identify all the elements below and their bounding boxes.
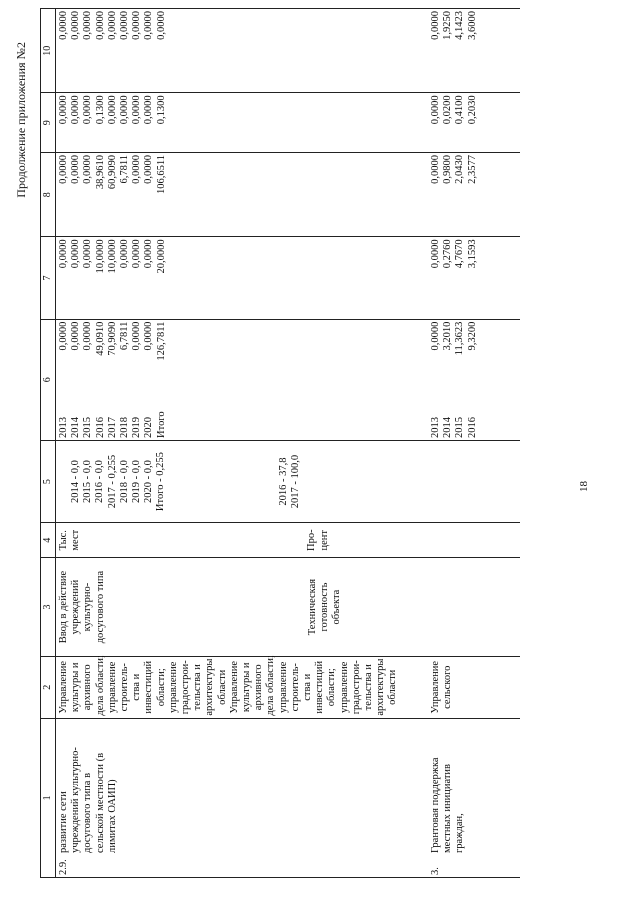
page-number: 18 — [578, 481, 590, 492]
text-line: сельской местности (в — [94, 752, 106, 853]
appendix-label: Продолжение приложения №2 — [14, 42, 28, 198]
header-cell: 1 — [41, 718, 56, 877]
indicator-cell — [428, 558, 520, 657]
text-line: области; — [155, 668, 167, 707]
header-cell: 10 — [41, 9, 56, 93]
text-line: строитель- — [119, 663, 131, 712]
text-line: 0,0000 — [119, 239, 131, 269]
text-line: Техническая — [306, 578, 318, 636]
text-line: 0,0000 — [82, 239, 94, 269]
text-line: досугового типа в — [82, 772, 94, 853]
text-line: Управление — [58, 660, 69, 714]
header-cell: 3 — [41, 558, 56, 657]
text-line: 2017 — [106, 416, 118, 438]
text-line: 0,0200 — [442, 95, 454, 125]
text-line: 2014 — [442, 416, 454, 438]
text-line: 0,0000 — [143, 11, 155, 40]
text-line: 126,7811 — [155, 321, 167, 361]
text-line: 2014 — [70, 416, 82, 438]
text-line: досугового типа — [94, 570, 106, 644]
text-line: сельского — [442, 665, 454, 709]
text-line: 2013 — [430, 416, 441, 438]
text-line: 2016 - 0,0 — [94, 460, 106, 504]
text-line: 3,6000 — [466, 11, 478, 40]
event-cell — [428, 718, 520, 877]
row-number: 3. — [430, 867, 441, 875]
text-line: 0,0000 — [106, 11, 118, 40]
text-line: градострои- — [180, 660, 192, 715]
text-line: 0,0000 — [58, 95, 69, 125]
text-line: 2018 — [119, 416, 131, 438]
text-line: 2013 — [58, 416, 69, 438]
text-line: управление — [277, 661, 289, 713]
text-line: 20,0000 — [155, 239, 167, 274]
text-line: Итого - 0,255 — [155, 452, 167, 512]
unit-cell — [56, 523, 429, 558]
text-line: Про- — [306, 529, 318, 552]
text-line: архитектуры — [375, 658, 387, 716]
text-line: 0,0000 — [70, 155, 82, 184]
year-list — [430, 390, 479, 438]
values-cell — [56, 440, 429, 522]
text-line: управление — [167, 661, 179, 713]
text-line: Ввод в действие — [58, 570, 69, 644]
col9-values — [56, 93, 429, 153]
text-line: 4,1423 — [454, 11, 466, 40]
value-list — [70, 443, 168, 520]
col8-values — [428, 153, 520, 237]
text-line: 2,0430 — [454, 155, 466, 184]
text-line: мест — [70, 529, 82, 551]
executor-text — [430, 659, 454, 716]
text-line: 106,6511 — [155, 155, 167, 195]
text-line: 0,0000 — [143, 95, 155, 125]
text-line: 2019 - 0,0 — [131, 460, 143, 504]
text-line: лимитах ОАИП) — [106, 779, 118, 853]
program-table — [40, 8, 520, 878]
col9-values — [428, 93, 520, 153]
text-line: 10,0000 — [106, 239, 118, 274]
text-line: местных инициатив — [442, 763, 454, 853]
text-line: 0,0000 — [143, 239, 155, 269]
text-line: 0,9800 — [442, 155, 454, 184]
text-line: дела области; — [94, 655, 106, 716]
unit-text — [58, 525, 82, 555]
event-text — [430, 757, 467, 853]
col7-values — [56, 237, 429, 319]
text-line: культуры и — [70, 662, 82, 713]
col6-values — [430, 322, 479, 390]
text-line: области — [216, 669, 228, 705]
text-line: объекта — [331, 589, 343, 625]
text-line: управление — [106, 661, 118, 713]
col10-values — [428, 9, 520, 93]
value-list — [278, 443, 302, 520]
text-line: 70,9090 — [106, 321, 118, 356]
header-cell: 4 — [41, 523, 56, 558]
indicator-text — [58, 560, 107, 654]
text-line: 4,7670 — [454, 239, 466, 269]
text-line: 2017 - 100,0 — [289, 454, 301, 509]
row-number: 2.9. — [58, 859, 69, 875]
text-line: 0,0000 — [131, 95, 143, 125]
text-line: архивного — [82, 664, 94, 711]
text-line: 0,0000 — [430, 11, 441, 40]
header-cell: 5 — [41, 440, 56, 522]
text-line: цент — [318, 529, 330, 551]
text-line: учреждений — [70, 579, 82, 635]
text-line: инвестиций — [314, 660, 326, 714]
text-line: 38,9610 — [94, 155, 106, 190]
text-line: Итого — [155, 411, 167, 438]
text-line: 0,0000 — [94, 11, 106, 40]
text-line: 0,0000 — [430, 155, 441, 184]
text-line: 6,7811 — [119, 321, 131, 351]
text-line: градострои- — [350, 660, 362, 715]
text-line: развитие сети — [58, 791, 69, 853]
header-cell: 8 — [41, 153, 56, 237]
text-line: 0,1300 — [155, 95, 167, 125]
text-line: 0,4100 — [454, 95, 466, 125]
text-line: 0,0000 — [58, 239, 69, 269]
text-line: 0,0000 — [58, 155, 69, 184]
text-line: 2018 - 0,0 — [118, 460, 130, 504]
table-row — [428, 9, 520, 878]
executor-cell — [56, 656, 429, 718]
text-line: граждан, — [454, 813, 466, 853]
text-line: 0,0000 — [106, 95, 118, 125]
text-line: 2017 - 0,255 — [106, 454, 118, 509]
text-line: 0,0000 — [430, 321, 441, 351]
text-line: 0,0000 — [70, 11, 82, 40]
text-line: строитель- — [289, 663, 301, 712]
text-line: 0,0000 — [430, 95, 441, 125]
executor-cell — [428, 656, 520, 718]
text-line: инвестиций — [143, 660, 155, 714]
header-cell: 7 — [41, 237, 56, 319]
col10-values — [56, 9, 429, 93]
text-line: ства и — [302, 673, 314, 701]
text-line: учреждений культурно- — [70, 747, 82, 853]
text-line: 3,1593 — [466, 239, 478, 269]
col7-values — [428, 237, 520, 319]
text-line: 9,3200 — [466, 321, 478, 351]
funding-cell — [56, 319, 429, 440]
executor-text — [58, 655, 400, 716]
text-line: 1,9250 — [442, 11, 454, 40]
header-cell: 2 — [41, 656, 56, 718]
header-row — [41, 9, 56, 878]
text-line: 2015 - 0,0 — [82, 460, 94, 504]
event-cell — [56, 718, 429, 877]
unit-cell — [428, 523, 520, 558]
text-line: 0,1300 — [94, 95, 106, 125]
text-line: 2,3577 — [466, 155, 478, 184]
text-line: 0,0000 — [70, 239, 82, 269]
year-list — [58, 390, 168, 438]
values-cell — [428, 440, 520, 522]
text-line: 0,0000 — [58, 11, 69, 40]
text-line: 0,0000 — [82, 95, 94, 125]
text-line: культурно- — [82, 582, 94, 632]
text-line: 0,0000 — [119, 95, 131, 125]
text-line: Управление — [430, 660, 441, 714]
text-line: 0,2030 — [466, 95, 478, 125]
text-line: 6,7811 — [119, 155, 131, 184]
text-line: 2014 - 0,0 — [70, 460, 81, 504]
text-line: 0,0000 — [70, 95, 82, 125]
text-line: 0,0000 — [131, 321, 143, 351]
text-line: области — [387, 669, 399, 705]
indicator-cell — [56, 558, 429, 657]
event-text — [58, 747, 119, 853]
text-line: 2015 — [454, 416, 466, 438]
text-line: тельства и — [192, 664, 204, 711]
text-line: 11,3623 — [454, 321, 466, 356]
text-line: 0,0000 — [119, 11, 131, 40]
text-line: 0,0000 — [430, 239, 441, 269]
text-line: 2016 — [94, 416, 106, 438]
text-line: области; — [326, 668, 338, 707]
text-line: 0,0000 — [143, 321, 155, 351]
text-line: 2020 — [143, 416, 155, 438]
text-line: 2016 — [466, 416, 478, 438]
text-line: 2020 - 0,0 — [143, 460, 155, 504]
text-line: 0,2760 — [442, 239, 454, 269]
text-line: ства и — [131, 673, 143, 701]
text-line: Тыс. — [58, 530, 69, 551]
unit-text — [306, 525, 330, 555]
text-line: 0,0000 — [155, 11, 167, 40]
text-line: Грантовая поддержка — [430, 757, 441, 853]
text-line: тельства и — [363, 664, 375, 711]
text-line: 60,9090 — [106, 155, 118, 190]
text-line: готовность — [319, 582, 331, 632]
header-cell: 9 — [41, 93, 56, 153]
text-line: 0,0000 — [70, 321, 82, 351]
text-line: 0,0000 — [82, 321, 94, 351]
text-line: архитектуры — [204, 658, 216, 716]
text-line: управление — [338, 661, 350, 713]
text-line: 0,0000 — [131, 239, 143, 269]
text-line: 2019 — [131, 416, 143, 438]
text-line: 2015 — [82, 416, 94, 438]
text-line: Управление — [228, 660, 240, 714]
text-line: 0,0000 — [58, 321, 69, 351]
table-row — [56, 9, 429, 878]
col8-values — [56, 153, 429, 237]
text-line: 0,0000 — [131, 155, 143, 184]
text-line: архивного — [253, 664, 265, 711]
text-line: дела области; — [265, 655, 277, 716]
text-line: 2016 - 37,8 — [277, 457, 289, 506]
text-line: культуры и — [241, 662, 253, 713]
col6-values — [58, 322, 168, 390]
funding-cell — [428, 319, 520, 440]
header-cell: 6 — [41, 319, 56, 440]
text-line: 0,0000 — [131, 11, 143, 40]
text-line: 0,0000 — [82, 155, 94, 184]
text-line: 0,0000 — [143, 155, 155, 184]
text-line: 0,0000 — [82, 11, 94, 40]
indicator-text — [307, 560, 344, 654]
text-line: 3,2010 — [442, 321, 454, 351]
rotated-page — [0, 10, 620, 890]
text-line: 10,0000 — [94, 239, 106, 274]
text-line: 49,0910 — [94, 321, 106, 356]
